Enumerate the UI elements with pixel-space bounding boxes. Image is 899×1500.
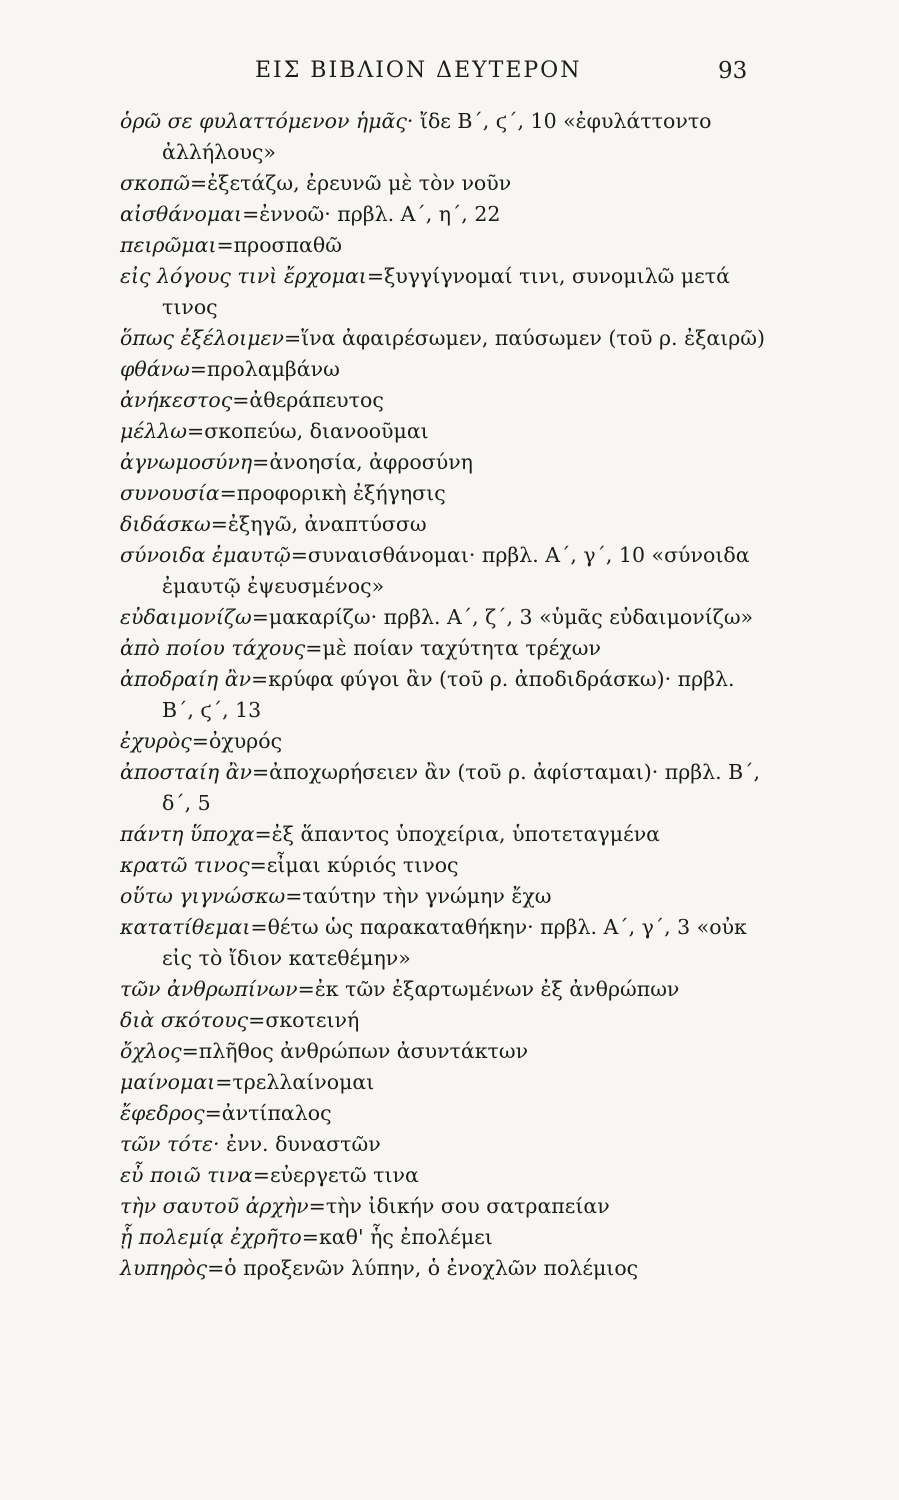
entry-separator: = bbox=[207, 1256, 225, 1280]
entry-definition: προφορικὴ ἐξήγησις bbox=[236, 481, 446, 505]
entry-separator: = bbox=[242, 202, 260, 226]
entry-term: κατατίθεμαι bbox=[120, 915, 251, 939]
entry-term: ὄχλος bbox=[120, 1039, 182, 1063]
glossary-entry bbox=[120, 1036, 770, 1067]
entry-definition: τὴν ἰδικήν σου σατραπείαν bbox=[325, 1194, 610, 1218]
entry-separator: = bbox=[251, 605, 269, 629]
running-head bbox=[0, 58, 899, 94]
entry-term: ὁρῶ σε φυλαττόμενον ἡμᾶς· bbox=[120, 109, 414, 133]
entry-separator: = bbox=[187, 419, 205, 443]
entry-separator: = bbox=[189, 357, 207, 381]
glossary-entry bbox=[120, 1253, 770, 1284]
entry-separator: = bbox=[290, 543, 308, 567]
entry-definition: θέτω ὡς παρακαταθήκην· πρβλ. Α΄, γ΄, 3 «οὐκ εἰς τὸ ἴδιον κατεθέμην» bbox=[162, 915, 747, 970]
glossary-entry bbox=[120, 633, 770, 664]
entry-separator: = bbox=[216, 233, 234, 257]
entry-definition: πλῆθος ἀνθρώπων ἀσυντάκτων bbox=[198, 1039, 529, 1063]
entry-definition: ἀντίπαλος bbox=[221, 1101, 332, 1125]
glossary-entry bbox=[120, 230, 770, 261]
entry-term: ἐχυρὸς bbox=[120, 729, 192, 753]
entry-separator: = bbox=[251, 667, 269, 691]
entry-term: ἀποδραίη ἂν bbox=[120, 667, 252, 691]
entry-term: διὰ σκότους bbox=[120, 1008, 249, 1032]
entry-separator: = bbox=[250, 915, 268, 939]
glossary-entry bbox=[120, 881, 770, 912]
entry-definition: ἐξ ἅπαντος ὑποχείρια, ὑποτεταγμένα bbox=[271, 822, 661, 846]
entry-term: πάντη ὕποχα bbox=[120, 822, 255, 846]
entry-term: ᾗ πολεμίᾳ ἐχρῆτο bbox=[120, 1225, 302, 1249]
entry-term: μαίνομαι bbox=[120, 1070, 216, 1094]
glossary-entry bbox=[120, 385, 770, 416]
entry-separator: = bbox=[251, 760, 270, 784]
entry-separator: = bbox=[305, 636, 323, 660]
glossary-entry bbox=[120, 1098, 770, 1129]
entry-term: σύνοιδα ἐμαυτῷ bbox=[120, 543, 291, 567]
glossary-entry bbox=[120, 1191, 770, 1222]
glossary-entry bbox=[120, 1222, 770, 1253]
entry-definition: ἐκ τῶν ἐξαρτωμένων ἐξ ἀνθρώπων bbox=[314, 977, 680, 1001]
glossary-entry bbox=[120, 478, 770, 509]
entry-term: σκοπῶ bbox=[120, 171, 190, 195]
entry-definition: ἀνοησία, ἀφροσύνη bbox=[269, 450, 473, 474]
glossary-entry bbox=[120, 850, 770, 881]
glossary-entry bbox=[120, 540, 770, 602]
entry-term: τῶν τότε· bbox=[120, 1132, 220, 1156]
glossary-entry bbox=[120, 168, 770, 199]
page-number: 93 bbox=[718, 58, 748, 84]
entry-separator: = bbox=[308, 1194, 326, 1218]
entry-term: πειρῶμαι bbox=[120, 233, 217, 257]
entry-definition: ἀποχωρήσειεν ἂν (τοῦ ρ. ἀφίσταμαι)· πρβλ. Β΄, δ΄, 5 bbox=[162, 760, 761, 815]
entry-definition: κρύφα φύγοι ἂν (τοῦ ρ. ἀποδιδράσκω)· πρβλ. Β΄, ϛ΄, 13 bbox=[162, 667, 735, 722]
entry-definition: καθ' ἧς ἐπολέμει bbox=[318, 1225, 493, 1249]
entry-term: ἀγνωμοσύνη bbox=[120, 450, 253, 474]
entry-term: κρατῶ τινος bbox=[120, 853, 250, 877]
entry-separator: = bbox=[248, 1008, 266, 1032]
entry-term: αἰσθάνομαι bbox=[120, 202, 243, 226]
entry-separator: = bbox=[366, 264, 385, 288]
entry-separator: = bbox=[232, 388, 250, 412]
glossary-entry bbox=[120, 974, 770, 1005]
glossary-entry bbox=[120, 1160, 770, 1191]
glossary-entry bbox=[120, 1005, 770, 1036]
glossary-entry bbox=[120, 323, 770, 354]
entry-separator: = bbox=[301, 1225, 319, 1249]
entry-term: τὴν σαυτοῦ ἀρχὴν bbox=[120, 1194, 309, 1218]
entry-term: ἀπὸ ποίου τάχους bbox=[120, 636, 306, 660]
glossary-entry bbox=[120, 602, 770, 633]
glossary-entry bbox=[120, 509, 770, 540]
entry-separator: = bbox=[215, 1070, 233, 1094]
glossary-entry bbox=[120, 1129, 770, 1160]
entry-separator: = bbox=[252, 450, 270, 474]
entry-term: συνουσία bbox=[120, 481, 220, 505]
glossary-entry bbox=[120, 726, 770, 757]
glossary-entry bbox=[120, 819, 770, 850]
entry-term: διδάσκω bbox=[120, 512, 211, 536]
entry-definition: ἵνα ἀφαιρέσωμεν, παύσωμεν (τοῦ ρ. ἐξαιρῶ) bbox=[301, 326, 766, 350]
entry-definition: σκοπεύω, διανοοῦμαι bbox=[204, 419, 429, 443]
entry-separator: = bbox=[283, 326, 302, 350]
entry-term: ἀποσταίη ἂν bbox=[120, 760, 252, 784]
entry-definition: ὀχυρός bbox=[208, 729, 283, 753]
entry-term: μέλλω bbox=[120, 419, 188, 443]
entry-definition: ἀθεράπευτος bbox=[249, 388, 384, 412]
entry-definition: ἐξηγῶ, ἀναπτύσσω bbox=[227, 512, 427, 536]
entry-term: εὐδαιμονίζω bbox=[120, 605, 252, 629]
running-head-title: ΕΙΣ ΒΙΒΛΙΟΝ ΔΕΥΤΕΡΟΝ bbox=[255, 58, 582, 83]
glossary-entry bbox=[120, 912, 770, 974]
glossary-entry bbox=[120, 757, 770, 819]
entry-definition: ταύτην τὴν γνώμην ἔχω bbox=[302, 884, 552, 908]
entry-definition: συναισθάνομαι· πρβλ. Α΄, γ΄, 10 «σύνοιδα ἐμαυτῷ ἐψευσμένος» bbox=[162, 543, 750, 598]
entry-definition: εἶμαι κύριός τινος bbox=[266, 853, 459, 877]
entry-definition: ξυγγίγνομαί τινι, συνομιλῶ μετά τινος bbox=[162, 264, 730, 319]
entry-definition: μακαρίζω· πρβλ. Α΄, ζ΄, 3 «ὑμᾶς εὐδαιμονίζω» bbox=[268, 605, 754, 629]
entry-separator: = bbox=[189, 171, 208, 195]
entry-definition: ἐξετάζω, ἐρευνῶ μὲ τὸν νοῦν bbox=[207, 171, 512, 195]
glossary-entry bbox=[120, 664, 770, 726]
glossary-entry bbox=[120, 447, 770, 478]
entry-definition: εὐεργετῶ τινα bbox=[269, 1163, 419, 1187]
entry-term: ἔφεδρος bbox=[120, 1101, 205, 1125]
entry-term: εἰς λόγους τινὶ ἔρχομαι bbox=[120, 264, 367, 288]
glossary-entry bbox=[120, 416, 770, 447]
entry-separator: = bbox=[252, 1163, 270, 1187]
entry-definition: τρελλαίνομαι bbox=[232, 1070, 375, 1094]
entry-definition: προλαμβάνω bbox=[206, 357, 340, 381]
entry-separator: = bbox=[219, 481, 237, 505]
entry-definition: ἴδε Β΄, ϛ΄, 10 «ἐφυλάττοντο ἀλλήλους» bbox=[162, 109, 712, 164]
entry-definition: ὁ προξενῶν λύπην, ὁ ἐνοχλῶν πολέμιος bbox=[224, 1256, 639, 1280]
glossary-entry bbox=[120, 1067, 770, 1098]
entry-term: ὅπως ἐξέλοιμεν bbox=[120, 326, 284, 350]
glossary-entry bbox=[120, 354, 770, 385]
glossary-list bbox=[120, 106, 770, 1284]
entry-definition: ἐννοῶ· πρβλ. Α΄, η΄, 22 bbox=[259, 202, 501, 226]
entry-term: λυπηρὸς bbox=[120, 1256, 208, 1280]
entry-separator: = bbox=[249, 853, 267, 877]
entry-separator: = bbox=[297, 977, 315, 1001]
entry-term: ἀνήκεστος bbox=[120, 388, 233, 412]
entry-separator: = bbox=[181, 1039, 199, 1063]
glossary-entry bbox=[120, 261, 770, 323]
entry-definition: προσπαθῶ bbox=[233, 233, 342, 257]
glossary-entry bbox=[120, 199, 770, 230]
entry-term: εὖ ποιῶ τινα bbox=[120, 1163, 253, 1187]
entry-separator: = bbox=[285, 884, 303, 908]
entry-separator: = bbox=[254, 822, 272, 846]
entry-separator: = bbox=[191, 729, 209, 753]
entry-definition: ἐνν. δυναστῶν bbox=[226, 1132, 381, 1156]
entry-definition: σκοτεινή bbox=[265, 1008, 360, 1032]
entry-separator: = bbox=[210, 512, 228, 536]
entry-term: τῶν ἀνθρωπίνων bbox=[120, 977, 298, 1001]
entry-definition: μὲ ποίαν ταχύτητα τρέχων bbox=[322, 636, 601, 660]
entry-term: φθάνω bbox=[120, 357, 190, 381]
entry-term: οὕτω γιγνώσκω bbox=[120, 884, 286, 908]
entry-separator: = bbox=[204, 1101, 222, 1125]
glossary-entry bbox=[120, 106, 770, 168]
